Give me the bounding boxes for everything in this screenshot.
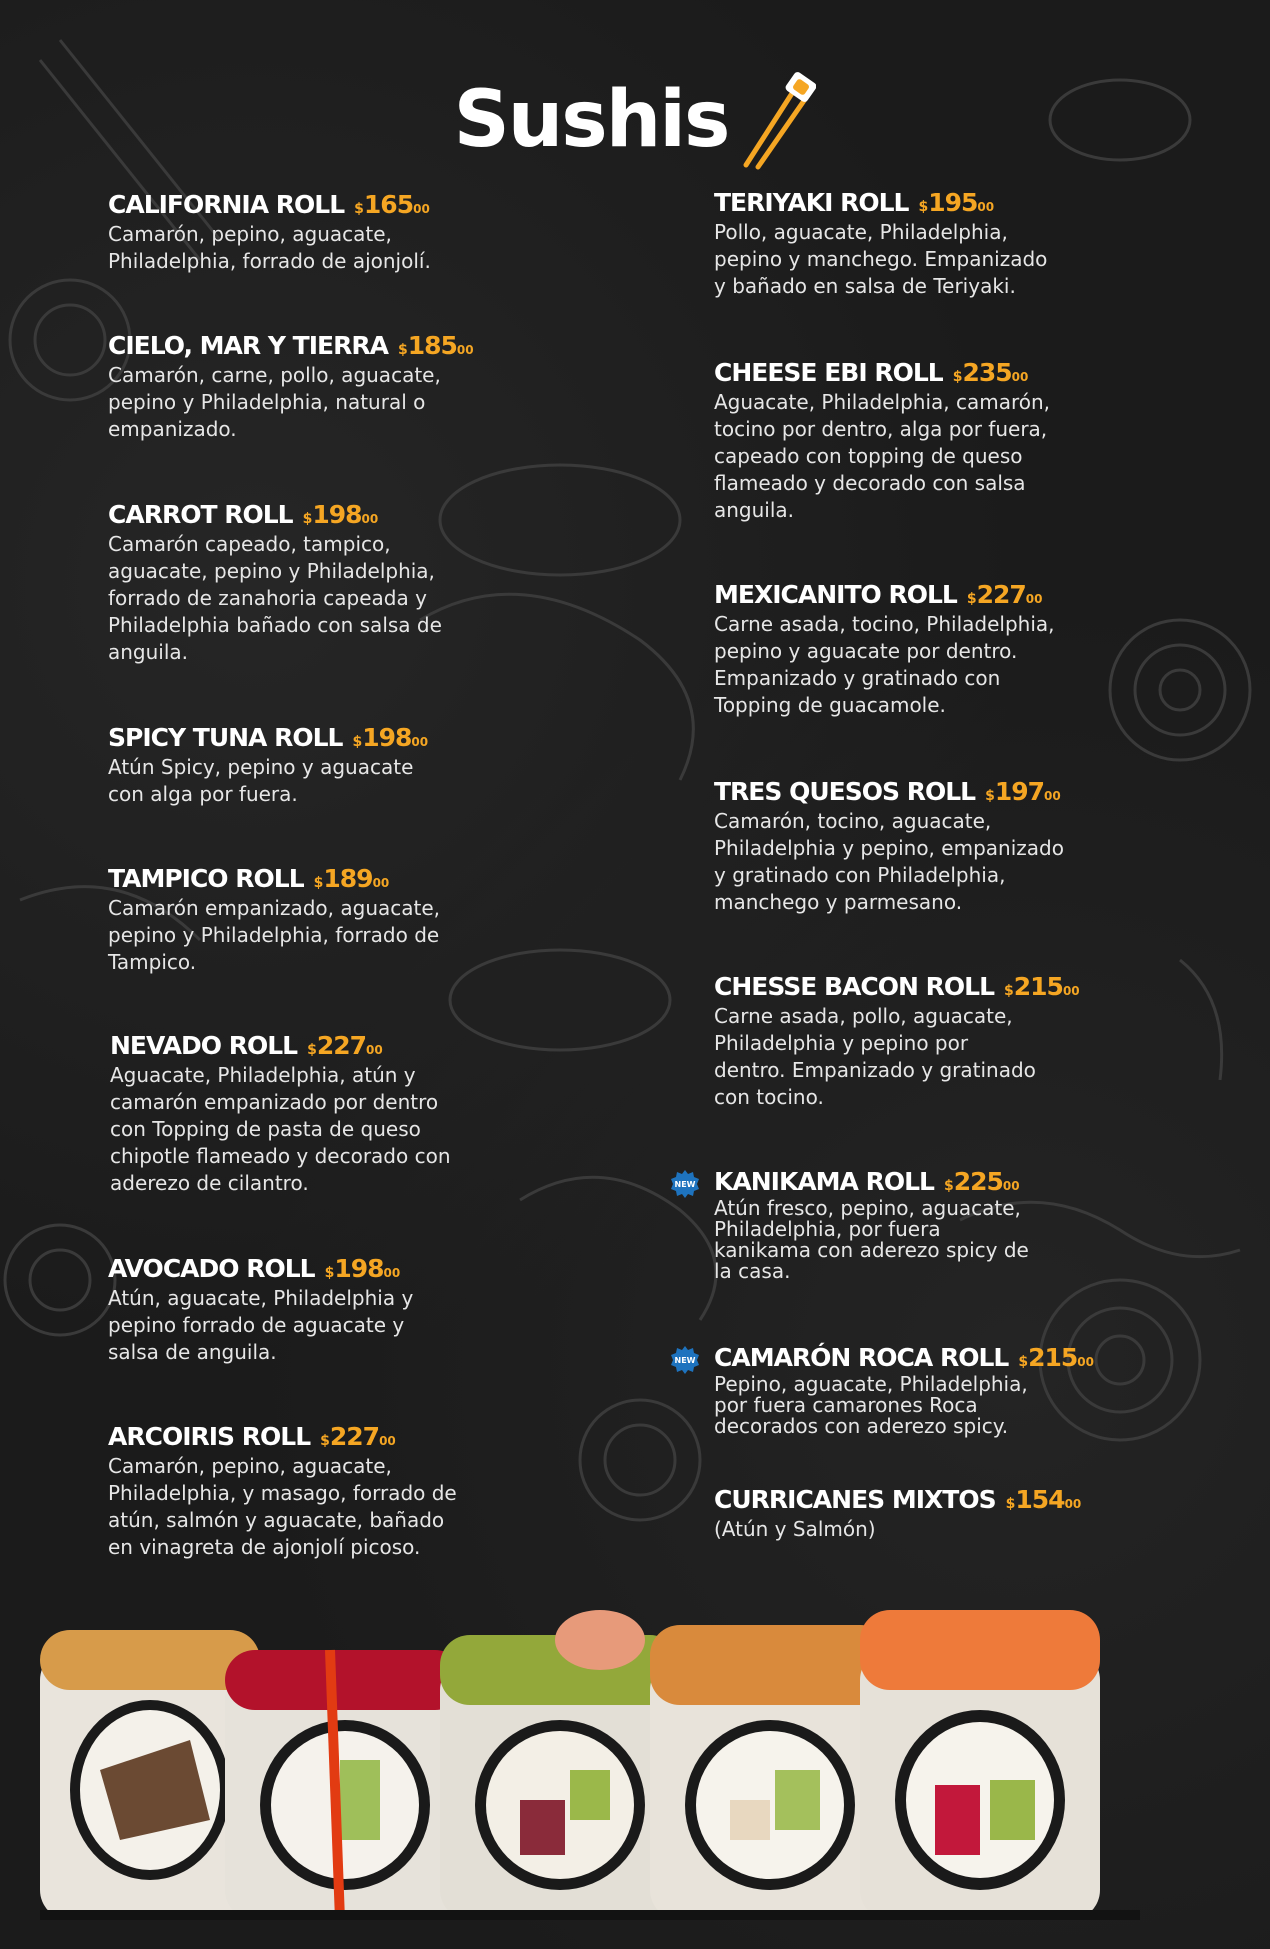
menu-item-nevado-roll [110,1031,530,1197]
menu-item-curricanes-mixtos [714,1485,1114,1543]
item-price: $ 215 00 [1004,972,1080,1001]
item-description: Camarón capeado, tampico, aguacate, pepino y Philadelphia, forrado de zanahoria capeada y Philadelphia bañado con salsa de anguila. [108,532,442,664]
sushi-roll-4-icon [650,1625,890,1920]
item-name: ARCOIRIS ROLL [108,1422,311,1451]
item-price: $ 165 00 [354,190,430,219]
item-description: Aguacate, Philadelphia, camarón, tocino por dentro, alga por fuera, capeado con topping de queso flameado y decorado con salsa anguila. [714,390,1051,522]
item-description: (Atún y Salmón) [714,1517,876,1541]
new-badge-icon [670,1169,700,1199]
item-description: Atún Spicy, pepino y aguacate con alga por fuera. [108,755,414,806]
sushi-rolls-photo [40,1590,1240,1920]
item-price: $ 195 00 [918,188,995,217]
item-name: TAMPICO ROLL [108,864,304,893]
item-price: $ 225 00 [943,1167,1020,1196]
item-name: CHEESE EBI ROLL [714,358,943,387]
menu-item-tres-quesos-roll [714,777,1114,916]
item-price: $ 227 00 [307,1031,383,1060]
item-description: Camarón, pepino, aguacate, Philadelphia, forrado de ajonjolí. [108,222,431,273]
item-description: Carne asada, pollo, aguacate, Philadelphia y pepino por dentro. Empanizado y gratinado con tocino. [714,1004,1036,1109]
menu-item-carrot-roll [108,500,528,666]
menu-item-tampico-roll [108,864,528,976]
new-badge-icon [670,1345,700,1375]
menu-item-avocado-roll [108,1254,528,1366]
menu-item-arcoiris-roll [108,1422,528,1561]
menu-item-chesse-bacon-roll [714,972,1114,1111]
item-price: $ 198 00 [302,500,379,529]
menu-item-california-roll [108,190,528,275]
item-description: Pollo, aguacate, Philadelphia, pepino y manchego. Empanizado y bañado en salsa de Teriyaki. [714,220,1048,298]
chopsticks-sushi-icon [736,70,816,170]
new-badge-label: NEW [674,1356,696,1365]
item-name: MEXICANITO ROLL [714,580,957,609]
item-price: $ 235 00 [952,358,1029,387]
menu-item-mexicanito-roll [714,580,1114,719]
item-name: AVOCADO ROLL [108,1254,315,1283]
item-description: Pepino, aguacate, Philadelphia, por fuera camarones Roca decorados con aderezo spicy. [714,1372,1028,1438]
item-name: TERIYAKI ROLL [714,188,909,217]
item-name: CHESSE BACON ROLL [714,972,995,1001]
item-price: $ 227 00 [966,580,1043,609]
menu-item-cheese-ebi-roll [714,358,1114,524]
menu-item-kanikama-roll [674,1167,1114,1283]
item-name: CARROT ROLL [108,500,293,529]
item-name: CAMARÓN ROCA ROLL [714,1343,1009,1372]
item-price: $ 198 00 [324,1254,401,1283]
item-description: Camarón, tocino, aguacate, Philadelphia y pepino, empanizado y gratinado con Philadelphia, manchego y parmesano. [714,809,1064,914]
menu-item-spicy-tuna-roll [108,723,528,808]
item-description: Carne asada, tocino, Philadelphia, pepino y aguacate por dentro. Empanizado y gratinado con Topping de guacamole. [714,612,1055,717]
menu-item-cielo-mar-tierra [108,331,528,443]
item-price: $ 227 00 [320,1422,396,1451]
new-badge-label: NEW [674,1180,696,1189]
item-name: SPICY TUNA ROLL [108,723,343,752]
item-description: Aguacate, Philadelphia, atún y camarón empanizado por dentro con Topping de pasta de queso chipotle flameado y decorado con aderezo de cilantro. [110,1063,451,1195]
item-name: CURRICANES MIXTOS [714,1485,996,1514]
item-name: CALIFORNIA ROLL [108,190,345,219]
item-name: KANIKAMA ROLL [714,1167,934,1196]
item-price: $ 198 00 [352,723,429,752]
item-description: Camarón, carne, pollo, aguacate, pepino y Philadelphia, natural o empanizado. [108,363,441,441]
item-price: $ 185 00 [397,331,474,360]
item-name: CIELO, MAR Y TIERRA [108,331,388,360]
item-price: $ 154 00 [1005,1485,1082,1514]
item-price: $ 189 00 [313,864,390,893]
item-name: NEVADO ROLL [110,1031,298,1060]
title-area [0,70,1270,170]
menu-item-camaron-roca-roll [674,1343,1114,1438]
sushi-roll-3-icon [440,1610,680,1920]
item-price: $ 215 00 [1018,1343,1094,1372]
menu-item-teriyaki-roll [714,188,1114,300]
item-description: Atún fresco, pepino, aguacate, Philadelphia, por fuera kanikama con aderezo spicy de la casa. [714,1196,1029,1283]
item-price: $ 197 00 [985,777,1061,806]
sushi-roll-5-icon [860,1610,1100,1920]
item-name: TRES QUESOS ROLL [714,777,976,806]
item-description: Camarón empanizado, aguacate, pepino y Philadelphia, forrado de Tampico. [108,896,441,974]
sushi-roll-2-icon [225,1650,465,1920]
item-description: Atún, aguacate, Philadelphia y pepino forrado de aguacate y salsa de anguila. [108,1286,414,1364]
item-description: Camarón, pepino, aguacate, Philadelphia, y masago, forrado de atún, salmón y aguacate, bañado en vinagreta de ajonjolí picoso. [108,1454,457,1559]
page-title: Sushis [453,75,729,165]
